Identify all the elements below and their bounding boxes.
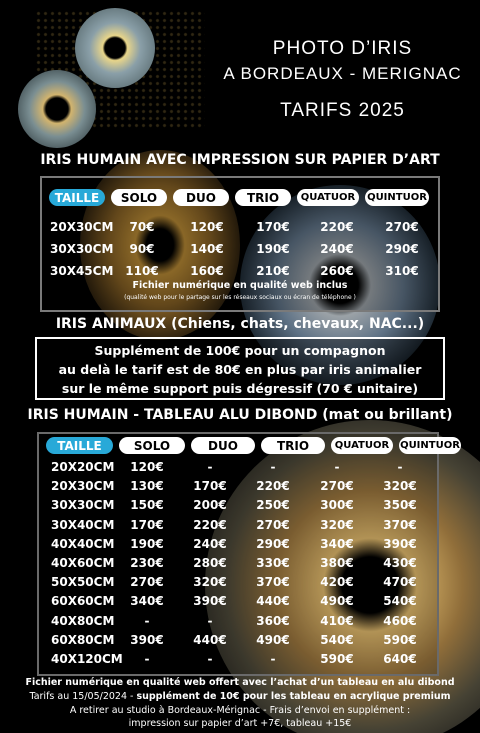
size-cell: 60X80CM	[51, 632, 115, 647]
price-cell: 390€	[383, 536, 417, 551]
price-cell: 290€	[256, 536, 290, 551]
size-cell: 20X20CM	[51, 460, 115, 474]
price-cell: 370€	[256, 575, 290, 590]
price-cell: 310€	[385, 264, 419, 278]
iris-image-top-left	[18, 70, 96, 148]
section3-title: IRIS HUMAIN - TABLEAU ALU DIBOND (mat ou brillant)	[27, 407, 453, 423]
page-subtitle: A BORDEAUX - MERIGNAC	[223, 64, 462, 83]
column-quatuor: QUATUOR	[331, 437, 393, 454]
price-cell: 340€	[320, 536, 354, 551]
price-cell: 330€	[256, 556, 290, 570]
column-duo: DUO	[191, 437, 255, 454]
price-cell: 240€	[320, 242, 354, 256]
price-cell: 190€	[256, 242, 290, 256]
price-cell: 270€	[130, 575, 164, 590]
price-cell: 130€	[130, 479, 164, 494]
section2-title: IRIS ANIMAUX (Chiens, chats, chevaux, NAC...)	[55, 316, 425, 332]
price-cell: 150€	[130, 498, 164, 513]
size-cell: 60X60CM	[51, 594, 115, 609]
size-cell: 30X30CM	[51, 498, 115, 513]
section2-line-2: au delà le tarif est de 80€ en plus par iris animalier	[58, 362, 422, 377]
price-cell: -	[334, 460, 340, 474]
price-cell: 390€	[130, 632, 164, 647]
price-cell: 270€	[320, 479, 354, 494]
price-cell: 370€	[383, 517, 417, 532]
footer-line-4: impression sur papier d’art +7€, tableau +15€	[128, 718, 352, 729]
price-cell: -	[397, 460, 403, 474]
page-title: PHOTO D’IRIS	[272, 38, 413, 59]
price-cell: 170€	[130, 517, 164, 532]
column-quintuor: QUINTUOR	[399, 437, 461, 454]
column-duo: DUO	[173, 189, 229, 206]
price-cell: -	[144, 613, 150, 628]
price-cell: 270€	[256, 517, 290, 532]
price-cell: 320€	[193, 575, 227, 590]
footer-date: Tarifs au 15/05/2024 -	[29, 691, 137, 702]
price-cell: 390€	[193, 594, 227, 609]
price-cell: -	[270, 460, 276, 474]
size-cell: 30X40CM	[51, 517, 115, 532]
size-cell: 40X120CM	[51, 652, 123, 666]
footer-line-3: A retirer au studio à Bordeaux-Mérignac - Frais d’envoi en supplément :	[69, 705, 411, 716]
price-cell: 220€	[320, 220, 354, 234]
price-cell: 160€	[190, 264, 224, 278]
size-cell: 20X30CM	[50, 220, 114, 234]
price-cell: 170€	[256, 220, 290, 234]
price-cell: 110€	[125, 264, 159, 278]
price-cell: 210€	[256, 264, 290, 278]
price-cell: 490€	[256, 632, 290, 647]
price-cell: -	[207, 613, 213, 628]
price-cell: 90€	[129, 242, 155, 256]
price-cell: -	[207, 460, 213, 474]
price-cell: 320€	[320, 517, 354, 532]
size-cell: 40X40CM	[51, 536, 115, 551]
section1-header-row	[49, 189, 435, 206]
price-cell: 240€	[193, 536, 227, 551]
price-cell: 470€	[383, 575, 417, 590]
price-cell: 220€	[193, 517, 227, 532]
price-cell: 410€	[320, 613, 354, 628]
section1-title: IRIS HUMAIN AVEC IMPRESSION SUR PAPIER D’ART	[40, 152, 440, 168]
size-cell: 50X50CM	[51, 575, 115, 590]
size-cell: 30X45CM	[50, 264, 114, 278]
column-solo: SOLO	[111, 189, 167, 206]
column-trio: TRIO	[235, 189, 291, 206]
section2-line-3: sur le même support puis dégressif (70 € unitaire)	[61, 381, 419, 396]
footer-line-2	[0, 690, 480, 704]
price-cell: 590€	[320, 652, 354, 666]
size-cell: 40X60CM	[51, 556, 115, 570]
price-cell: 260€	[320, 264, 354, 278]
price-cell: 70€	[129, 220, 155, 234]
section2-line-1: Supplément de 100€ pour un compagnon	[94, 343, 386, 358]
price-cell: -	[144, 652, 150, 666]
price-cell: 360€	[256, 613, 290, 628]
price-cell: 120€	[190, 220, 224, 234]
price-cell: 250€	[256, 498, 290, 513]
price-cell: 220€	[256, 479, 290, 494]
price-cell: 350€	[383, 498, 417, 513]
price-cell: 460€	[383, 613, 417, 628]
price-cell: 200€	[193, 498, 227, 513]
price-cell: 540€	[320, 632, 354, 647]
column-quatuor: QUATUOR	[297, 189, 359, 206]
price-cell: -	[270, 652, 276, 666]
price-cell: 230€	[130, 556, 164, 570]
column-quintuor: QUINTUOR	[365, 189, 429, 206]
size-cell: 40X80CM	[51, 613, 115, 628]
footer-line-1: Fichier numérique en qualité web offert avec l’achat d’un tableau en alu dibond	[25, 677, 455, 688]
price-cell: 280€	[193, 556, 227, 570]
size-cell: 20X30CM	[51, 479, 115, 494]
price-cell: 380€	[320, 556, 354, 570]
size-cell: 30X30CM	[50, 242, 114, 256]
price-cell: 340€	[130, 594, 164, 609]
price-cell: 540€	[383, 594, 417, 609]
section1-note: Fichier numérique en qualité web inclus	[132, 280, 348, 291]
column-solo: SOLO	[119, 437, 185, 454]
footer-acrylic-note: supplément de 10€ pour les tableau en acrylique premium	[136, 691, 451, 702]
section1-note-small: (qualité web pour le partage sur les réseaux sociaux ou écran de téléphone )	[124, 294, 356, 301]
column-taille: TAILLE	[46, 437, 113, 454]
price-cell: 420€	[320, 575, 354, 590]
price-cell: 140€	[190, 242, 224, 256]
price-cell: 640€	[383, 652, 417, 666]
price-cell: 270€	[385, 220, 419, 234]
column-taille: TAILLE	[49, 189, 105, 206]
price-cell: 430€	[383, 556, 417, 570]
price-cell: -	[207, 652, 213, 666]
price-cell: 190€	[130, 536, 164, 551]
price-cell: 440€	[193, 632, 227, 647]
price-cell: 590€	[383, 632, 417, 647]
tarifs-title: TARIFS 2025	[280, 100, 405, 121]
price-cell: 120€	[130, 460, 164, 474]
price-cell: 320€	[383, 479, 417, 494]
column-trio: TRIO	[261, 437, 325, 454]
price-cell: 490€	[320, 594, 354, 609]
price-cell: 300€	[320, 498, 354, 513]
iris-image-top	[75, 8, 155, 88]
price-cell: 290€	[385, 242, 419, 256]
price-cell: 440€	[256, 594, 290, 609]
price-cell: 170€	[193, 479, 227, 494]
section3-header-row	[46, 437, 467, 454]
